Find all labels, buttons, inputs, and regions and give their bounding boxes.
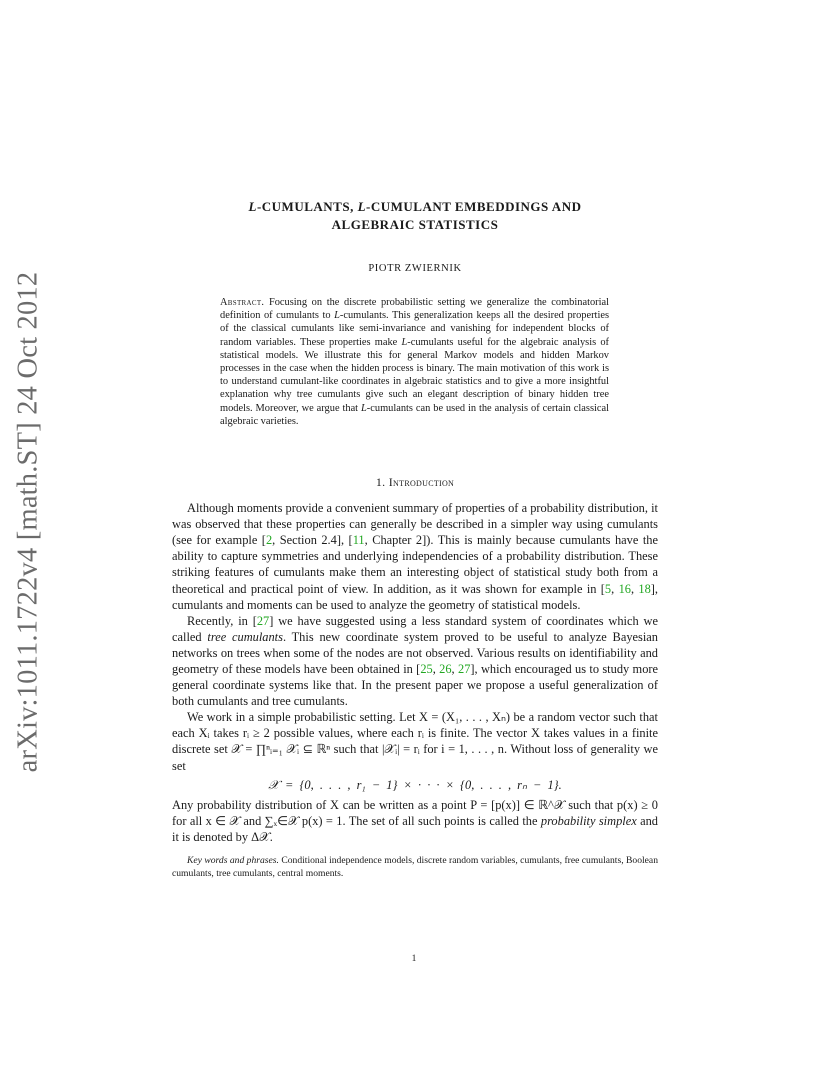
paper-title (172, 198, 658, 234)
citation-link[interactable]: 27 (458, 661, 471, 676)
emphasis-probability-simplex: probability simplex (540, 813, 637, 828)
para4-text: Any probability distribution of X can be written as a point P = [p(x)] ∈ ℝ^𝒳 such that p(x) ≥ 0 for all x ∈ 𝒳 and ∑ₓ∈𝒳 p(x) = 1. The set of all such points is called the (172, 797, 658, 828)
arxiv-stamp-text: arXiv:1011.1722v4 [math.ST] 24 Oct 2012 (12, 271, 43, 773)
citation-link[interactable]: 18 (638, 581, 651, 596)
footnote-keywords (172, 854, 658, 880)
citation-link[interactable]: 16 (618, 581, 631, 596)
citation-link[interactable]: 26 (439, 661, 452, 676)
abstract-L-1: L (334, 310, 340, 322)
citation-link[interactable]: 27 (256, 613, 270, 628)
para2-text: ] we have suggested using a less standard system of coordinates which we called (172, 613, 658, 644)
para3-text: We work in a simple probabilistic setting. Let X = (X₁, . . . , Xₙ) be a random vector such that each Xᵢ takes rᵢ ≥ 2 possible values, where each rᵢ is finite. The vector X takes values in a finite discrete set 𝒳 = ∏ⁿᵢ₌₁ 𝒳ᵢ ⊆ ℝⁿ such that |𝒳ᵢ| = rᵢ for i = 1, . . . , n. Without loss of generality we set (172, 710, 658, 773)
para1-text: , (611, 581, 619, 596)
section-heading (172, 475, 658, 490)
para1-text: , (630, 581, 639, 596)
citation-link[interactable]: 5 (604, 581, 612, 596)
para2-text: , (451, 661, 458, 676)
title-L-1: L (248, 199, 257, 214)
title-L-2: L (357, 199, 367, 214)
title-part-2: -CUMULANT EMBEDDINGS AND (366, 199, 582, 214)
page-number: 1 (411, 954, 417, 964)
arxiv-stamp (2, 271, 54, 773)
author-name: PIOTR ZWIERNIK (368, 263, 462, 274)
title-part-1: -CUMULANTS, (256, 199, 358, 214)
citation-link[interactable]: 2 (265, 533, 273, 548)
footnote-text: Conditional independence models, discrete random variables, cumulants, free cumulants, Boolean cumulants, tree cumulants, central moments. (172, 854, 658, 879)
abstract-text-3: -cumulants useful for the algebraic analysis of statistical models. We illustrate this for general Markov models and hidden Markov processes in the case when the hidden process is binary. The main motivation of this work is to understand cumulant-like coordinates in algebraic statistics and to give a more insightful explanation why tree cumulants give such an elegant description of binary hidden tree models. Moreover, we argue that (220, 336, 609, 414)
abstract-L-3: L (361, 402, 367, 414)
intro-paragraph-4 (172, 797, 658, 845)
para2-text: , (432, 661, 440, 676)
citation-link[interactable]: 25 (420, 661, 433, 676)
para1-text: , Section 2.4], [ (272, 533, 353, 548)
section-title: Introduction (388, 475, 455, 490)
para2-text: Recently, in [ (187, 613, 257, 628)
intro-paragraph-2 (172, 613, 658, 710)
emphasis-tree-cumulants: tree cumulants (207, 629, 283, 644)
para2-text: . This new coordinate system proved to be useful to analyze Bayesian networks on trees when some of the nodes are not observed. Various results on identifiability and geometry of these models have been obtained in [ (172, 629, 658, 676)
para2-text: ], which encouraged us to study more general coordinate systems like that. In the present paper we propose a useful generalization of both cumulants and tree cumulants. (172, 661, 659, 709)
footnote-label: Key words and phrases. (187, 854, 279, 866)
intro-paragraph-1 (172, 500, 658, 613)
para1-text: , Chapter 2]). This is mainly because cumulants have the ability to capture symmetries and underlying independencies of a probability distribution. These striking features of cumulants make them an interesting object of statistical study both from a theoretical and practical point of view. In addition, as it was shown for example in [ (172, 533, 658, 596)
title-line-2: ALGEBRAIC STATISTICS (331, 217, 499, 232)
abstract-text-2: -cumulants. This generalization keeps all the desired properties of the classical cumulants like semi-invariance and vanishing for independent blocks of random variables. These properties make (220, 310, 609, 348)
para1-text: Although moments provide a convenient summary of properties of a probability distribution, it was observed that these properties can generally be described in a simpler way using cumulants (see for example [ (172, 501, 658, 548)
para4-text: and it is denoted by Δ𝒳. (172, 813, 658, 844)
paper-page (172, 198, 658, 880)
abstract-text-4: -cumulants can be used in the analysis of certain classical algebraic varieties. (220, 402, 609, 427)
para1-text: ], cumulants and moments can be used to analyze the geometry of statistical models. (172, 581, 659, 612)
abstract-heading: Abstract. (220, 297, 265, 308)
abstract (220, 296, 609, 428)
citation-link[interactable]: 11 (352, 533, 365, 548)
abstract-text-1: Focusing on the discrete probabilistic setting we generalize the combinatorial definition of cumulants to (220, 297, 609, 322)
abstract-L-2: L (401, 336, 408, 348)
display-equation: 𝒳 = {0, . . . , r₁ − 1} × · · · × {0, . . . , rₙ − 1}. (268, 777, 562, 792)
section-number: 1. (375, 475, 389, 490)
intro-paragraph-3 (172, 709, 658, 773)
